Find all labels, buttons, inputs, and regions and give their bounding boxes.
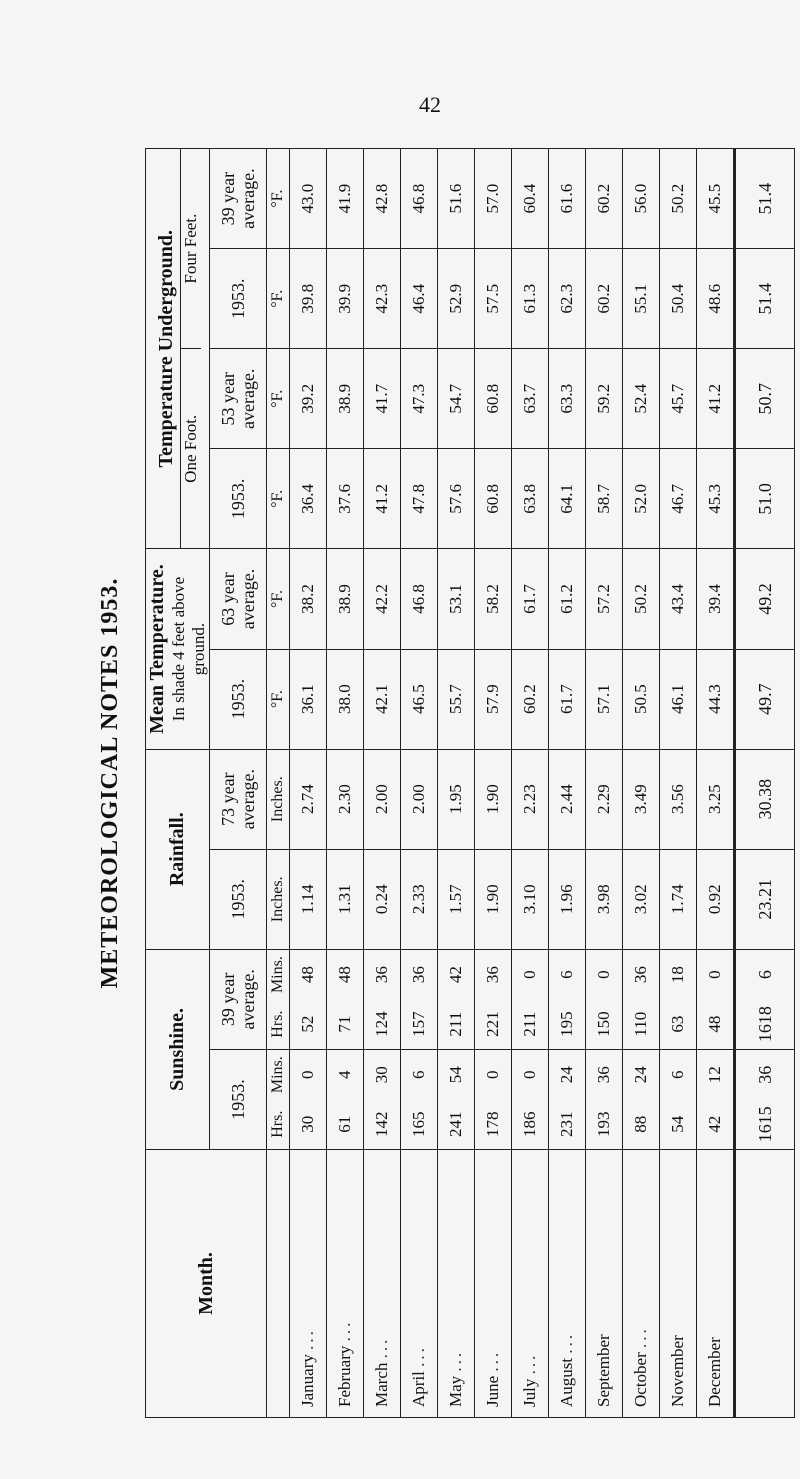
unit-cell: Hrs. Mins. bbox=[267, 949, 290, 1049]
four-feet-avg-cell: 50.2 bbox=[660, 149, 697, 249]
rain-1953-cell: 1.14 bbox=[290, 849, 327, 949]
one-foot-1953-cell: 57.6 bbox=[438, 449, 475, 549]
unit-cell: °F. bbox=[267, 249, 290, 349]
four-feet-avg-cell: 45.5 bbox=[697, 149, 735, 249]
rain-avg-cell: 3.49 bbox=[623, 749, 660, 849]
month-rows bbox=[290, 149, 735, 1418]
totals-label bbox=[735, 1150, 795, 1418]
four-feet-1953-cell: 52.9 bbox=[438, 249, 475, 349]
ground-temp-header bbox=[146, 149, 210, 549]
four-feet-1953-cell: 46.4 bbox=[401, 249, 438, 349]
table-row bbox=[475, 149, 512, 1418]
one-foot-1953-cell: 45.3 bbox=[697, 449, 735, 549]
four-feet-avg-cell: 43.0 bbox=[290, 149, 327, 249]
one-foot-1953-header: 1953. bbox=[210, 449, 267, 549]
temp-avg-cell: 61.7 bbox=[512, 549, 549, 649]
one-foot-avg-cell: 41.2 bbox=[697, 349, 735, 449]
four-feet-1953-cell: 50.4 bbox=[660, 249, 697, 349]
ground-temp-title: Temperature Underground. bbox=[154, 230, 177, 468]
rain-avg-cell: 3.25 bbox=[697, 749, 735, 849]
total-cell: 1618 6 bbox=[735, 949, 795, 1049]
four-feet-avg-cell: 57.0 bbox=[475, 149, 512, 249]
temp-avg-cell: 42.2 bbox=[364, 549, 401, 649]
sunshine-avg-cell: 63 18 bbox=[660, 949, 697, 1049]
unit-cell: °F. bbox=[267, 449, 290, 549]
temp-avg-cell: 46.8 bbox=[401, 549, 438, 649]
total-cell: 49.2 bbox=[735, 549, 795, 649]
rain-avg-cell: 2.30 bbox=[327, 749, 364, 849]
one-foot-avg-cell: 63.7 bbox=[512, 349, 549, 449]
page-number: 42 bbox=[419, 92, 441, 117]
sunshine-1953-cell: 178 0 bbox=[475, 1049, 512, 1149]
one-foot-avg-cell: 59.2 bbox=[586, 349, 623, 449]
one-foot-avg-cell: 41.7 bbox=[364, 349, 401, 449]
temp-1953-cell: 38.0 bbox=[327, 649, 364, 749]
sunshine-avg-cell: 71 48 bbox=[327, 949, 364, 1049]
temp-1953-cell: 36.1 bbox=[290, 649, 327, 749]
temp-avg-cell: 39.4 bbox=[697, 549, 735, 649]
mean-temp-title: Mean Temperature. bbox=[146, 564, 168, 734]
four-feet-avg-cell: 60.4 bbox=[512, 149, 549, 249]
sunshine-1953-cell: 88 24 bbox=[623, 1049, 660, 1149]
month-name: October ... bbox=[623, 1150, 660, 1418]
temp-avg-cell: 61.2 bbox=[549, 549, 586, 649]
rain-1953-cell: 1.57 bbox=[438, 849, 475, 949]
table-row bbox=[697, 149, 735, 1418]
one-foot-1953-cell: 64.1 bbox=[549, 449, 586, 549]
one-foot-avg-cell: 45.7 bbox=[660, 349, 697, 449]
sunshine-avg-cell: 157 36 bbox=[401, 949, 438, 1049]
total-cell: 51.4 bbox=[735, 149, 795, 249]
running-title: METEOROLOGICAL NOTES 1953. bbox=[97, 577, 123, 989]
rotated-table-block bbox=[95, 148, 800, 1418]
temp-1953-cell: 57.1 bbox=[586, 649, 623, 749]
rain-1953-cell: 0.24 bbox=[364, 849, 401, 949]
four-feet-avg-cell: 51.6 bbox=[438, 149, 475, 249]
rainfall-header: Rainfall. bbox=[146, 749, 210, 949]
month-name: June ... bbox=[475, 1150, 512, 1418]
table-row bbox=[401, 149, 438, 1418]
temp-1953-cell: 46.1 bbox=[660, 649, 697, 749]
temp-avg-cell: 58.2 bbox=[475, 549, 512, 649]
rain-1953-cell: 2.33 bbox=[401, 849, 438, 949]
sunshine-1953-cell: 30 0 bbox=[290, 1049, 327, 1149]
temp-1953-cell: 50.5 bbox=[623, 649, 660, 749]
mean-temp-header bbox=[146, 549, 210, 749]
one-foot-avg-cell: 63.3 bbox=[549, 349, 586, 449]
sunshine-1953-cell: 142 30 bbox=[364, 1049, 401, 1149]
month-name: August ... bbox=[549, 1150, 586, 1418]
four-feet-1953-cell: 42.3 bbox=[364, 249, 401, 349]
sunshine-avg-cell: 124 36 bbox=[364, 949, 401, 1049]
table-row bbox=[290, 149, 327, 1418]
month-name: March ... bbox=[364, 1150, 401, 1418]
one-foot-avg-cell: 52.4 bbox=[623, 349, 660, 449]
one-foot-avg-header: 53 year average. bbox=[210, 349, 267, 449]
sunshine-1953-cell: 193 36 bbox=[586, 1049, 623, 1149]
temp-1953-header: 1953. bbox=[210, 649, 267, 749]
one-foot-avg-cell: 60.8 bbox=[475, 349, 512, 449]
mean-temp-subtitle: In shade 4 feet above ground. bbox=[169, 576, 208, 722]
month-name: January ... bbox=[290, 1150, 327, 1418]
rain-avg-header: 73 year average. bbox=[210, 749, 267, 849]
temp-1953-cell: 42.1 bbox=[364, 649, 401, 749]
total-cell: 1615 36 bbox=[735, 1049, 795, 1149]
sunshine-1953-cell: 165 6 bbox=[401, 1049, 438, 1149]
rain-1953-cell: 1.96 bbox=[549, 849, 586, 949]
one-foot-1953-cell: 36.4 bbox=[290, 449, 327, 549]
rain-avg-cell: 2.00 bbox=[401, 749, 438, 849]
rain-1953-cell: 3.10 bbox=[512, 849, 549, 949]
table-row bbox=[327, 149, 364, 1418]
unit-cell: °F. bbox=[267, 149, 290, 249]
sunshine-avg-cell: 52 48 bbox=[290, 949, 327, 1049]
month-name: February ... bbox=[327, 1150, 364, 1418]
unit-cell: °F. bbox=[267, 349, 290, 449]
sunshine-avg-cell: 211 42 bbox=[438, 949, 475, 1049]
one-foot-1953-cell: 41.2 bbox=[364, 449, 401, 549]
four-feet-avg-cell: 61.6 bbox=[549, 149, 586, 249]
month-name: November bbox=[660, 1150, 697, 1418]
four-feet-1953-cell: 55.1 bbox=[623, 249, 660, 349]
table-row bbox=[512, 149, 549, 1418]
sunshine-avg-cell: 110 36 bbox=[623, 949, 660, 1049]
one-foot-avg-cell: 39.2 bbox=[290, 349, 327, 449]
temp-avg-header: 63 year average. bbox=[210, 549, 267, 649]
rain-avg-cell: 3.56 bbox=[660, 749, 697, 849]
one-foot-avg-cell: 38.9 bbox=[327, 349, 364, 449]
month-name: May ... bbox=[438, 1150, 475, 1418]
one-foot-1953-cell: 52.0 bbox=[623, 449, 660, 549]
temp-1953-cell: 57.9 bbox=[475, 649, 512, 749]
temp-1953-cell: 55.7 bbox=[438, 649, 475, 749]
table-row bbox=[586, 149, 623, 1418]
sun-avg-header: 39 year average. bbox=[210, 949, 267, 1049]
temp-avg-cell: 53.1 bbox=[438, 549, 475, 649]
one-foot-1953-cell: 37.6 bbox=[327, 449, 364, 549]
unit-spacer bbox=[267, 1150, 290, 1418]
rain-1953-cell: 0.92 bbox=[697, 849, 735, 949]
rain-avg-cell: 2.23 bbox=[512, 749, 549, 849]
sunshine-1953-cell: 186 0 bbox=[512, 1049, 549, 1149]
four-feet-1953-cell: 39.8 bbox=[290, 249, 327, 349]
sunshine-header: Sunshine. bbox=[146, 949, 210, 1149]
unit-cell: °F. bbox=[267, 649, 290, 749]
rain-1953-cell: 1.90 bbox=[475, 849, 512, 949]
sun-1953-header: 1953. bbox=[210, 1049, 267, 1149]
table-row bbox=[660, 149, 697, 1418]
four-feet-1953-cell: 57.5 bbox=[475, 249, 512, 349]
four-feet-avg-cell: 42.8 bbox=[364, 149, 401, 249]
sunshine-1953-cell: 54 6 bbox=[660, 1049, 697, 1149]
four-feet-avg-cell: 46.8 bbox=[401, 149, 438, 249]
sunshine-avg-cell: 195 6 bbox=[549, 949, 586, 1049]
four-feet-avg-cell: 60.2 bbox=[586, 149, 623, 249]
one-foot-1953-cell: 46.7 bbox=[660, 449, 697, 549]
meteorological-table bbox=[145, 148, 795, 1418]
temp-1953-cell: 61.7 bbox=[549, 649, 586, 749]
rain-1953-cell: 3.98 bbox=[586, 849, 623, 949]
total-cell: 51.4 bbox=[735, 249, 795, 349]
rain-1953-header: 1953. bbox=[210, 849, 267, 949]
sunshine-1953-cell: 231 24 bbox=[549, 1049, 586, 1149]
temp-avg-cell: 38.2 bbox=[290, 549, 327, 649]
four-feet-1953-cell: 61.3 bbox=[512, 249, 549, 349]
four-feet-1953-cell: 62.3 bbox=[549, 249, 586, 349]
rain-1953-cell: 3.02 bbox=[623, 849, 660, 949]
four-feet-avg-cell: 41.9 bbox=[327, 149, 364, 249]
one-foot-1953-cell: 58.7 bbox=[586, 449, 623, 549]
rain-avg-cell: 2.29 bbox=[586, 749, 623, 849]
rain-avg-cell: 2.44 bbox=[549, 749, 586, 849]
temp-avg-cell: 57.2 bbox=[586, 549, 623, 649]
sunshine-avg-cell: 48 0 bbox=[697, 949, 735, 1049]
rain-1953-cell: 1.74 bbox=[660, 849, 697, 949]
total-cell: 23.21 bbox=[735, 849, 795, 949]
sunshine-1953-cell: 241 54 bbox=[438, 1049, 475, 1149]
month-header: Month. bbox=[146, 1150, 267, 1418]
table-row bbox=[623, 149, 660, 1418]
month-name: December bbox=[697, 1150, 735, 1418]
temp-1953-cell: 44.3 bbox=[697, 649, 735, 749]
month-name: September bbox=[586, 1150, 623, 1418]
sunshine-1953-cell: 42 12 bbox=[697, 1049, 735, 1149]
rain-1953-cell: 1.31 bbox=[327, 849, 364, 949]
four-feet-1953-cell: 60.2 bbox=[586, 249, 623, 349]
one-foot-1953-cell: 47.8 bbox=[401, 449, 438, 549]
four-feet-1953-cell: 39.9 bbox=[327, 249, 364, 349]
temp-1953-cell: 60.2 bbox=[512, 649, 549, 749]
temp-avg-cell: 43.4 bbox=[660, 549, 697, 649]
one-foot-1953-cell: 63.8 bbox=[512, 449, 549, 549]
sunshine-avg-cell: 211 0 bbox=[512, 949, 549, 1049]
temp-avg-cell: 38.9 bbox=[327, 549, 364, 649]
table-row bbox=[438, 149, 475, 1418]
total-cell: 30.38 bbox=[735, 749, 795, 849]
totals-row bbox=[735, 149, 795, 1418]
four-feet-header: Four Feet. bbox=[180, 213, 200, 284]
four-feet-avg-cell: 56.0 bbox=[623, 149, 660, 249]
sunshine-avg-cell: 221 36 bbox=[475, 949, 512, 1049]
month-name: April ... bbox=[401, 1150, 438, 1418]
one-foot-header: One Foot. bbox=[181, 348, 201, 548]
rain-avg-cell: 1.95 bbox=[438, 749, 475, 849]
one-foot-1953-cell: 60.8 bbox=[475, 449, 512, 549]
four-feet-avg-header: 39 year average. bbox=[210, 149, 267, 249]
table-row bbox=[364, 149, 401, 1418]
sunshine-avg-cell: 150 0 bbox=[586, 949, 623, 1049]
unit-cell: Inches. bbox=[267, 749, 290, 849]
one-foot-avg-cell: 47.3 bbox=[401, 349, 438, 449]
four-feet-1953-cell: 48.6 bbox=[697, 249, 735, 349]
rain-avg-cell: 1.90 bbox=[475, 749, 512, 849]
total-cell: 50.7 bbox=[735, 349, 795, 449]
four-feet-1953-header: 1953. bbox=[210, 249, 267, 349]
unit-cell: °F. bbox=[267, 549, 290, 649]
sunshine-1953-cell: 61 4 bbox=[327, 1049, 364, 1149]
temp-1953-cell: 46.5 bbox=[401, 649, 438, 749]
total-cell: 51.0 bbox=[735, 449, 795, 549]
total-cell: 49.7 bbox=[735, 649, 795, 749]
rain-avg-cell: 2.00 bbox=[364, 749, 401, 849]
table-row bbox=[549, 149, 586, 1418]
temp-avg-cell: 50.2 bbox=[623, 549, 660, 649]
unit-cell: Hrs. Mins. bbox=[267, 1049, 290, 1149]
month-name: July ... bbox=[512, 1150, 549, 1418]
rain-avg-cell: 2.74 bbox=[290, 749, 327, 849]
one-foot-avg-cell: 54.7 bbox=[438, 349, 475, 449]
unit-cell: Inches. bbox=[267, 849, 290, 949]
